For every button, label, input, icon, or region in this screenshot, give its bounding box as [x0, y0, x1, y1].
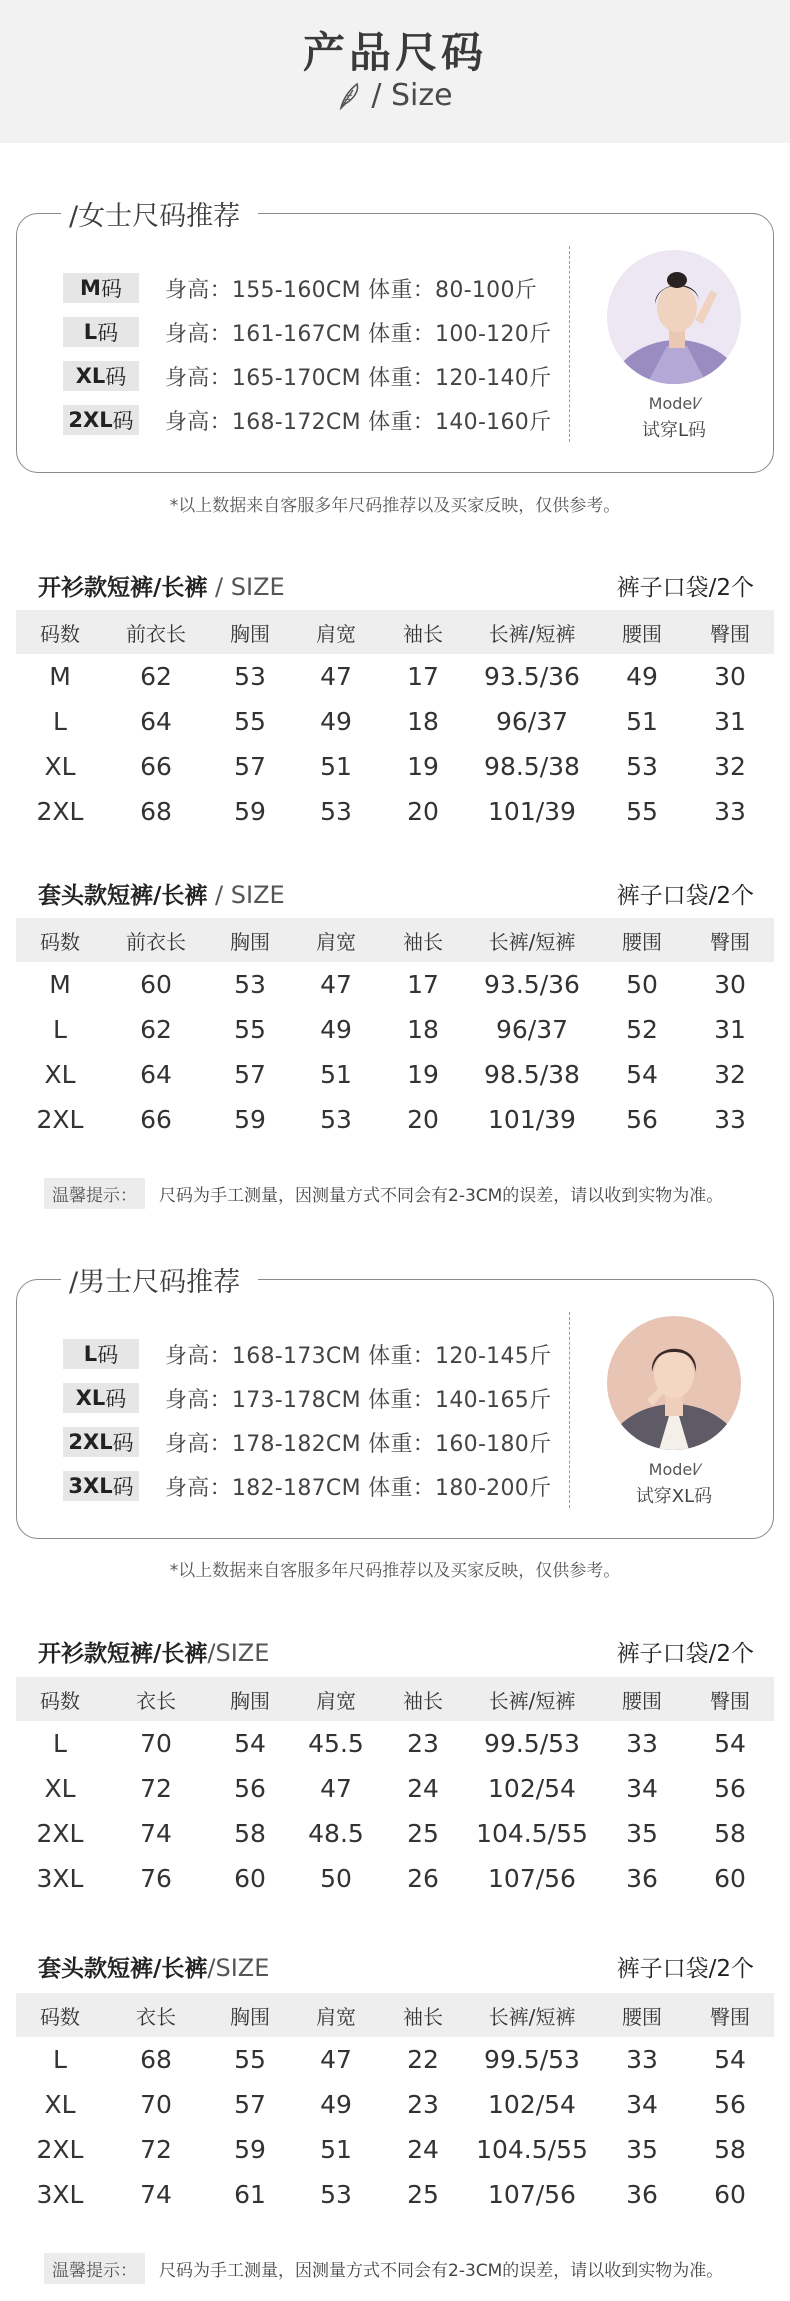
table-title: 开衫款短裤/长裤 / SIZE	[38, 573, 285, 601]
pocket-note: 裤子口袋/2个	[616, 1956, 754, 1982]
size-badge: M 码	[63, 273, 139, 303]
men-pullover-header	[38, 1950, 754, 1983]
men-cardigan-header	[38, 1635, 754, 1668]
table-row: 2XL 66 59 53 20 101/39 56 33	[36, 1105, 746, 1134]
men-rec-rows	[63, 1332, 551, 1508]
pocket-note: 裤子口袋/2个	[616, 1641, 754, 1667]
rec-row	[63, 1332, 551, 1376]
table-header-row: 码数 衣长 胸围 肩宽 袖长 长裤/短裤 腰围 臀围	[16, 1677, 774, 1721]
women-size-recommendation	[16, 201, 774, 473]
women-rec-rows	[63, 266, 551, 442]
model-label: Model⁄	[648, 394, 700, 413]
table-row: M 62 53 47 17 93.5/36 49 30	[49, 662, 746, 691]
table-row: M 60 53 47 17 93.5/36 50 30	[49, 970, 746, 999]
page-title: 产品尺码	[302, 28, 487, 77]
size-badge: XL 码	[63, 1383, 139, 1413]
tip-text: 尺码为手工测量，因测量方式不同会有2-3CM的误差，请以收到实物为准。	[159, 1186, 724, 1206]
rec-row-text: 身高：168-173CM 体重：120-145斤	[165, 1343, 552, 1369]
men-size-recommendation	[16, 1267, 774, 1539]
rec-row-text: 身高：168-172CM 体重：140-160斤	[165, 409, 552, 435]
measurement-tip	[44, 2253, 723, 2284]
table-title: 开衫款短裤/长裤/SIZE	[38, 1639, 270, 1667]
table-row: L 68 55 47 22 99.5/53 33 54	[53, 2045, 746, 2074]
size-badge: L 码	[63, 317, 139, 347]
table-header-row: 码数 衣长 胸围 肩宽 袖长 长裤/短裤 腰围 臀围	[16, 1993, 774, 2037]
men-pullover-size-table	[16, 1993, 774, 2217]
table-title: 套头款短裤/长裤 / SIZE	[38, 881, 285, 909]
model-try-size: 试穿L码	[641, 420, 707, 441]
table-row: L 64 55 49 18 96/37 51 31	[53, 707, 746, 736]
page-header	[0, 0, 790, 143]
tip-label: 温馨提示：	[44, 1178, 145, 1209]
rec-row	[63, 398, 551, 442]
women-cardigan-size-table	[16, 610, 774, 834]
rec-row	[63, 310, 551, 354]
women-pullover-size-table	[16, 918, 774, 1142]
size-badge: XL 码	[63, 361, 139, 391]
table-header-row: 码数 前衣长 胸围 肩宽 袖长 长裤/短裤 腰围 臀围	[16, 610, 774, 654]
table-row: XL 64 57 51 19 98.5/38 54 32	[44, 1060, 746, 1089]
rec-row-text: 身高：165-170CM 体重：120-140斤	[165, 365, 552, 391]
dashed-divider	[569, 1312, 570, 1508]
table-row: XL 70 57 49 23 102/54 34 56	[44, 2090, 746, 2119]
table-row: 3XL 74 61 53 25 107/56 36 60	[36, 2180, 746, 2209]
dashed-divider	[569, 246, 570, 442]
male-model-photo	[607, 1316, 741, 1450]
women-rec-title: /女士尺码推荐	[61, 194, 258, 233]
size-badge: 2XL 码	[63, 405, 139, 435]
rec-row-text: 身高：182-187CM 体重：180-200斤	[165, 1475, 552, 1501]
disclaimer: *以上数据来自客服多年尺码推荐以及买家反映，仅供参考。	[169, 1561, 621, 1581]
rec-row-text: 身高：178-182CM 体重：160-180斤	[165, 1431, 552, 1457]
women-cardigan-header	[38, 569, 754, 602]
table-row: L 62 55 49 18 96/37 52 31	[53, 1015, 746, 1044]
feather-icon	[337, 82, 361, 110]
rec-row	[63, 1376, 551, 1420]
subtitle-text: / Size	[371, 78, 453, 113]
size-badge: 2XL 码	[63, 1427, 139, 1457]
table-row: 3XL 76 60 50 26 107/56 36 60	[36, 1864, 746, 1893]
rec-row-text: 身高：173-178CM 体重：140-165斤	[165, 1387, 552, 1413]
size-badge: L 码	[63, 1339, 139, 1369]
rec-row	[63, 266, 551, 310]
model-label: Model⁄	[648, 1460, 700, 1479]
rec-row	[63, 1464, 551, 1508]
table-row: 2XL 68 59 53 20 101/39 55 33	[36, 797, 746, 826]
rec-row-text: 身高：161-167CM 体重：100-120斤	[165, 321, 552, 347]
page-subtitle	[0, 78, 790, 113]
table-row: L 70 54 45.5 23 99.5/53 33 54	[53, 1729, 746, 1758]
disclaimer: *以上数据来自客服多年尺码推荐以及买家反映，仅供参考。	[169, 496, 621, 516]
table-row: 2XL 72 59 51 24 104.5/55 35 58	[36, 2135, 746, 2164]
table-row: XL 72 56 47 24 102/54 34 56	[44, 1774, 746, 1803]
size-badge: 3XL 码	[63, 1471, 139, 1501]
women-pullover-header	[38, 877, 754, 910]
table-row: 2XL 74 58 48.5 25 104.5/55 35 58	[36, 1819, 746, 1848]
rec-row	[63, 354, 551, 398]
measurement-tip	[44, 1178, 723, 1209]
men-rec-title: /男士尺码推荐	[61, 1260, 258, 1299]
rec-row	[63, 1420, 551, 1464]
table-title: 套头款短裤/长裤/SIZE	[38, 1954, 270, 1982]
pocket-note: 裤子口袋/2个	[616, 883, 754, 909]
men-cardigan-size-table	[16, 1677, 774, 1901]
pocket-note: 裤子口袋/2个	[616, 575, 754, 601]
female-model-photo	[607, 250, 741, 384]
rec-row-text: 身高：155-160CM 体重：80-100斤	[165, 277, 538, 303]
table-header-row: 码数 前衣长 胸围 肩宽 袖长 长裤/短裤 腰围 臀围	[16, 918, 774, 962]
table-row: XL 66 57 51 19 98.5/38 53 32	[44, 752, 746, 781]
tip-label: 温馨提示：	[44, 2253, 145, 2284]
model-try-size: 试穿XL码	[635, 1486, 713, 1507]
tip-text: 尺码为手工测量，因测量方式不同会有2-3CM的误差，请以收到实物为准。	[159, 2261, 724, 2281]
